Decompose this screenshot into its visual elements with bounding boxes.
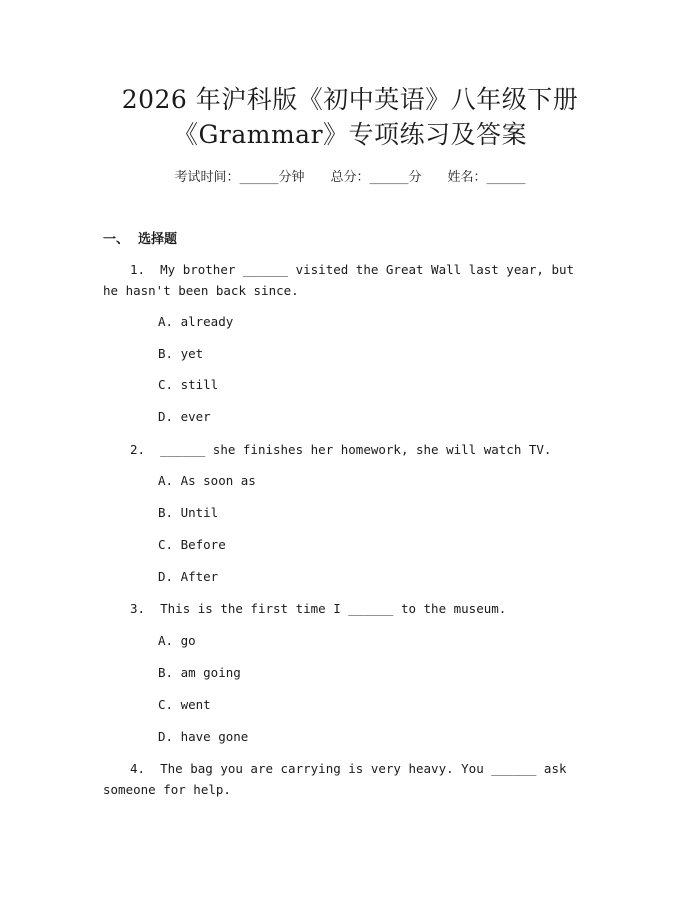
question-number: 2. [130, 442, 146, 457]
exam-time: 考试时间：______分钟 [174, 170, 305, 185]
question-4 [103, 758, 593, 800]
exam-name: 姓名：______ [447, 170, 526, 185]
question-1-option-a: A. already [158, 314, 234, 329]
question-2 [103, 439, 593, 460]
section-heading [103, 230, 177, 250]
question-text: My brother ______ visited the Great Wall last year, but he hasn't been back since. [103, 262, 575, 298]
question-3-option-a: A. go [158, 633, 196, 648]
document-title-line-2: 《Grammar》专项练习及答案 [172, 120, 528, 149]
question-number: 3. [130, 601, 146, 616]
question-number: 1. [130, 262, 146, 277]
exam-score: 总分：______分 [330, 170, 422, 185]
question-3-option-d: D. have gone [158, 729, 249, 744]
question-text: This is the first time I ______ to the museum. [160, 601, 507, 616]
section-title: 选择题 [138, 232, 178, 247]
question-2-option-b: B. Until [158, 505, 219, 520]
exam-meta [0, 168, 700, 188]
question-2-option-c: C. Before [158, 537, 226, 552]
question-number: 4. [130, 761, 146, 776]
question-1-option-b: B. yet [158, 346, 204, 361]
question-text: ______ she finishes her homework, she will watch TV. [160, 442, 552, 457]
question-1-option-d: D. ever [158, 409, 211, 424]
question-3 [103, 598, 593, 619]
question-text: The bag you are carrying is very heavy. You ______ ask someone for help. [103, 761, 567, 797]
document-title-line-1: 2026 年沪科版《初中英语》八年级下册 [121, 85, 579, 114]
question-2-option-d: D. After [158, 569, 219, 584]
question-3-option-b: B. am going [158, 665, 241, 680]
question-3-option-c: C. went [158, 697, 211, 712]
question-2-option-a: A. As soon as [158, 473, 256, 488]
question-1-option-c: C. still [158, 377, 219, 392]
section-number: 一、 [103, 232, 130, 247]
question-1 [103, 259, 593, 301]
